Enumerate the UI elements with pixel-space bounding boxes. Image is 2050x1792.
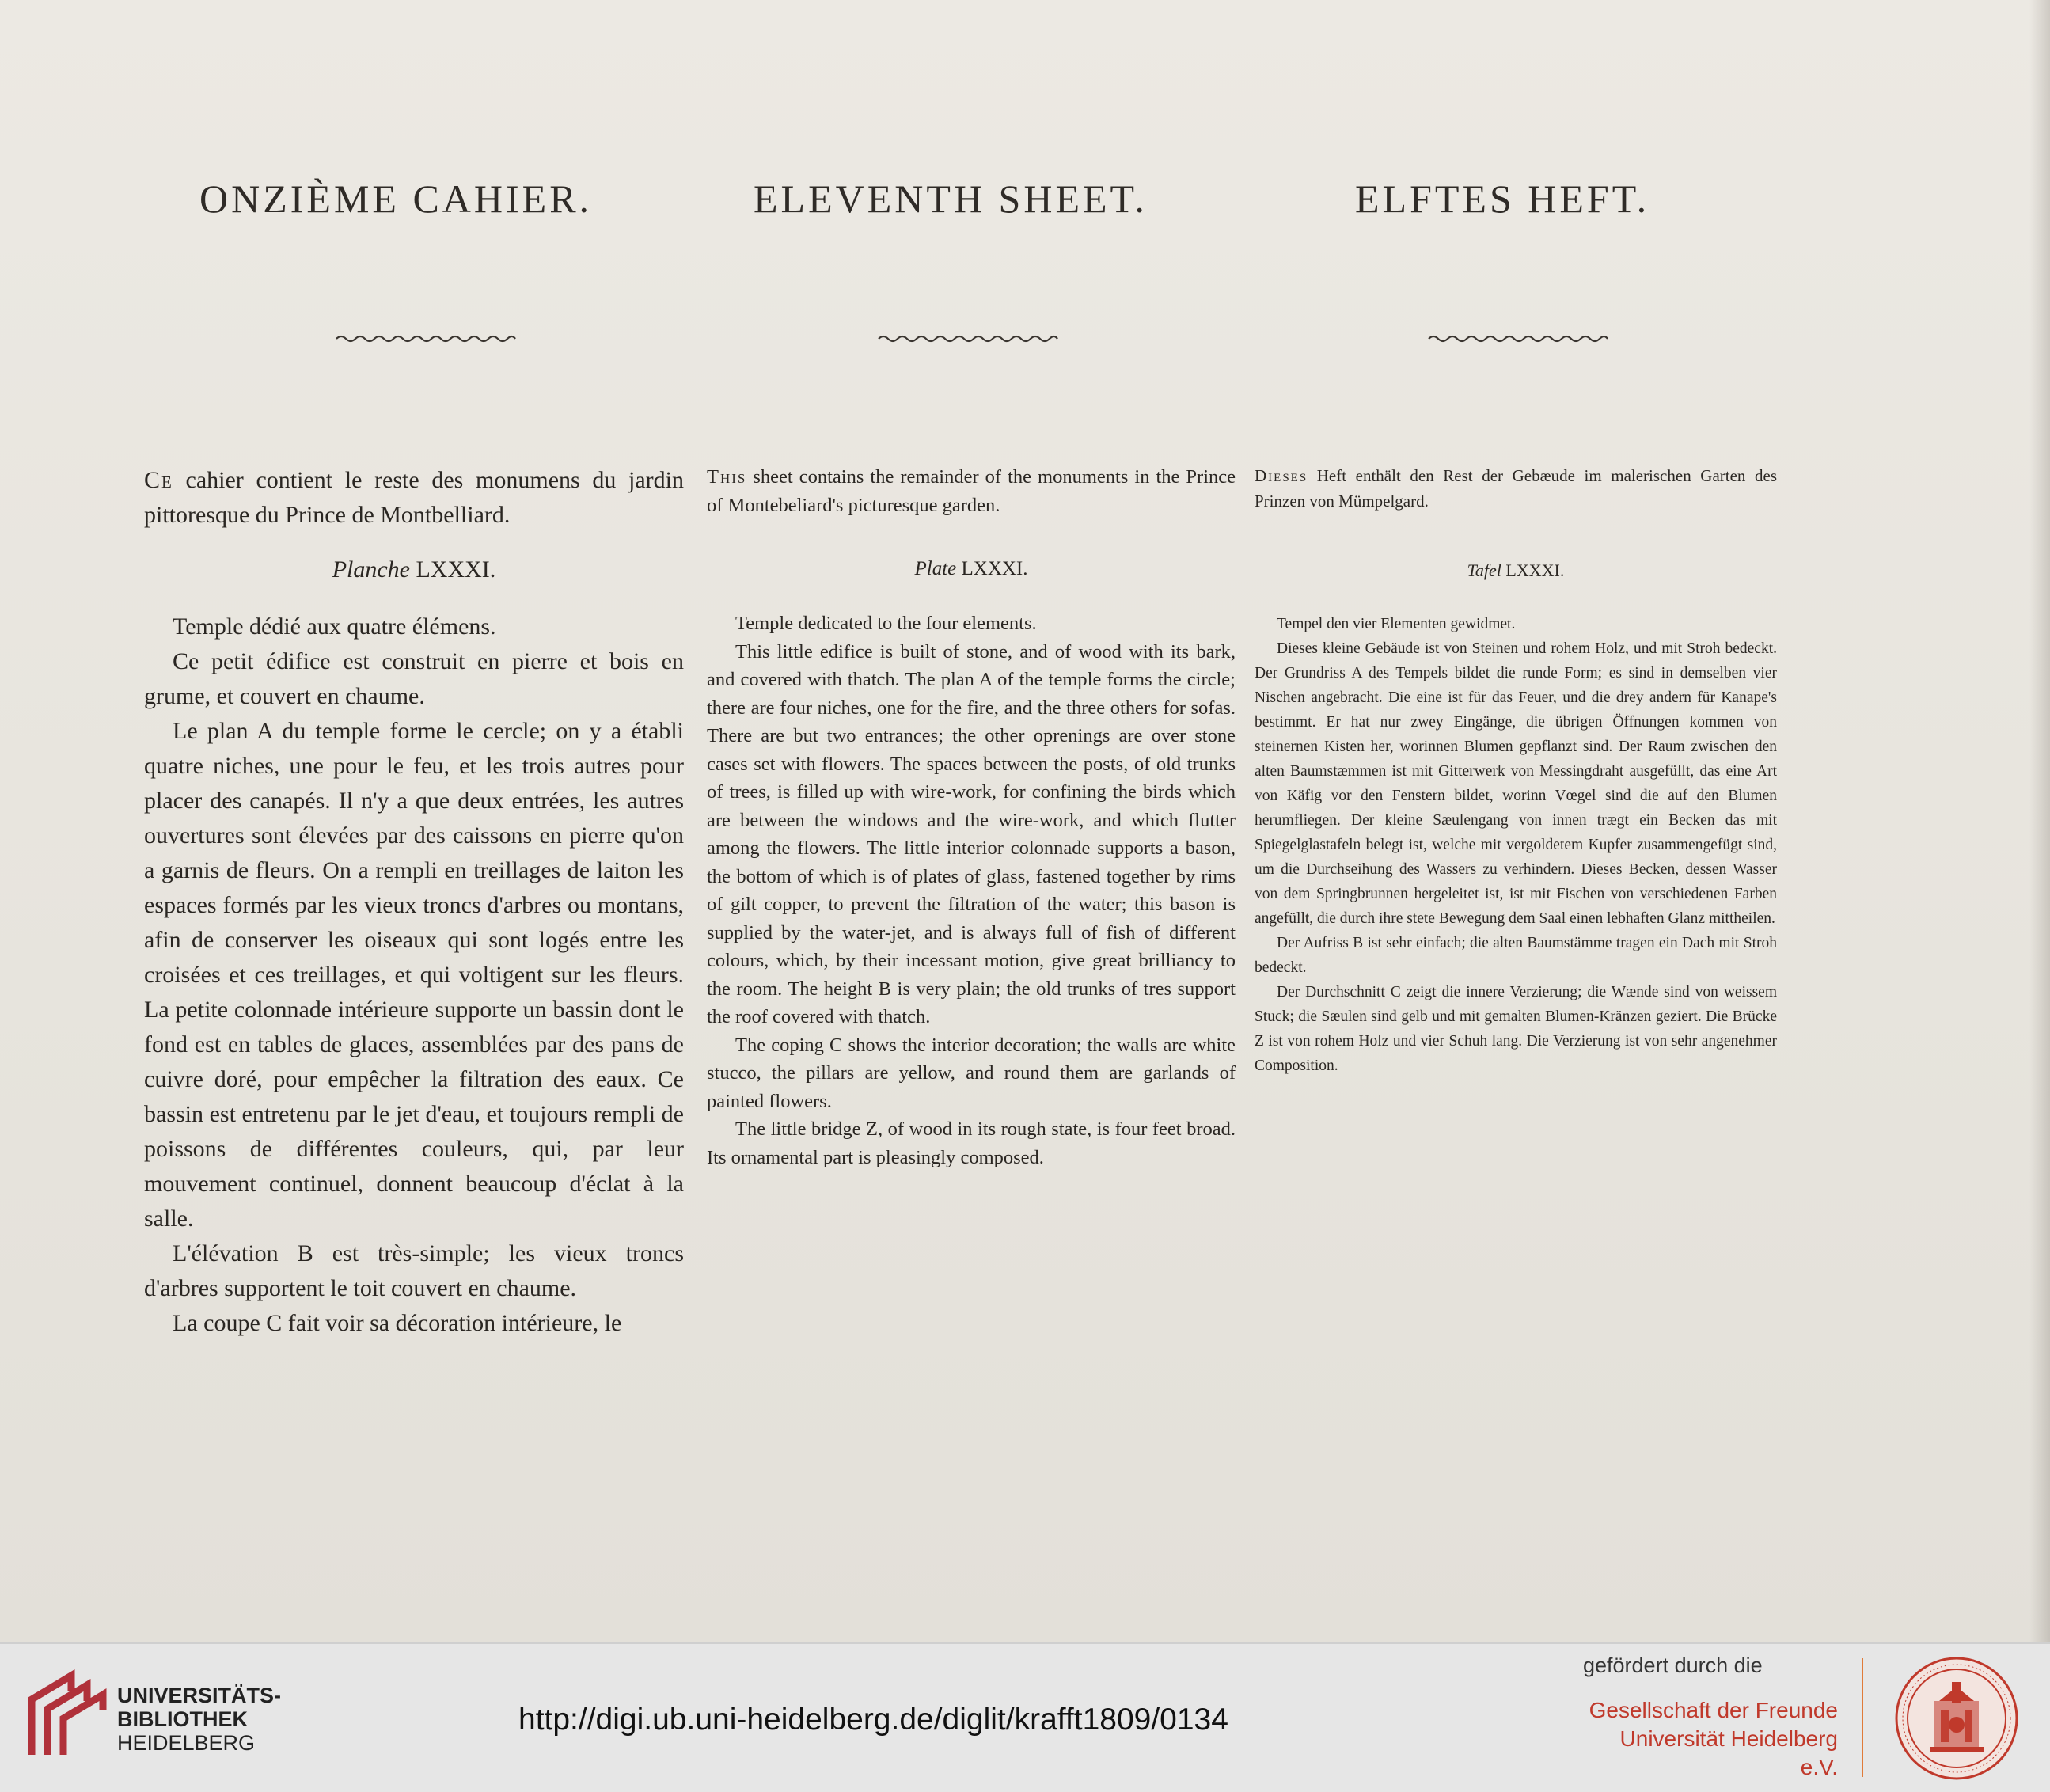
plate-label: Planche [332,556,410,583]
title-german: ELFTES HEFT. [1355,177,1650,221]
library-name [117,1684,281,1755]
library-line: UNIVERSITÄTS- [117,1684,282,1707]
permalink-url[interactable]: http://digi.ub.uni-heidelberg.de/diglit/krafft1809/0134 [518,1703,1228,1737]
plate-label: Tafel [1467,560,1501,580]
library-line: BIBLIOTHEK [117,1707,248,1731]
paragraph: Le plan A du temple forme le cercle; on y a établi quatre niches, une pour le feu, et les trois autres pour placer des canapés. Il n'y a que deux entrées, les autres ouvertures sont élevées par des caissons en pierre qu'on a garnis de fleurs. On a rempli en treillages de laiton les espaces formés par les vieux troncs d'arbres ou montans, afin de conserver les oiseaux qui sont logés entre les croisées et ces treillages, et qui voltigent sur les fleurs. La petite colonnade intérieure supporte un bassin dont le fond est en tables de glaces, assemblées par des pans de cuivre doré, pour empêcher la filtration des eaux. Ce bassin est entretenu par le jet d'eau, et toujours rempli de poissons de différentes couleurs, qui, par leur mouvement continuel, donnent beaucoup d'éclat à la salle. [144,718,684,1232]
paragraph: The little bridge Z, of wood in its rough state, is four feet broad. Its ornamental part is pleasingly composed. [707,1118,1236,1168]
paragraph: Der Durchschnitt C zeigt die innere Verzierung; die Wænde sind von weissem Stuck; die Sæulen sind gelb und mit gemalten Blumen-Kränzen geziert. Die Brücke Z ist von rohem Holz und vier Schuh lang. Die Verzierung ist von sehr angenehmer Composition. [1255,984,1777,1074]
paragraph: L'élévation B est très-simple; les vieux troncs d'arbres supportent le toit couvert en chaume. [144,1240,684,1301]
plate-heading-french [144,556,684,583]
intro-text: Heft enthält den Rest der Gebæude im malerischen Garten des Prinzen von Mümpelgard. [1255,466,1777,511]
title-french: ONZIÈME CAHIER. [199,177,593,221]
intro-lead: Ce [144,467,173,493]
plate-heading-german [1255,560,1777,581]
plate-heading-english [707,558,1236,580]
body-french [144,609,684,1341]
paragraph: The coping C shows the interior decoration; the walls are white stucco, the pillars are yellow, and round them are garlands of painted flowers. [707,1034,1236,1112]
paragraph: La coupe C fait voir sa décoration intérieure, le [173,1310,622,1336]
intro-lead: Dieses [1255,466,1308,485]
sponsor-intro: gefördert durch die [1583,1653,1763,1677]
body-english [707,609,1236,1171]
sponsor-line: Universität Heidelberg e.V. [1619,1726,1838,1779]
title-english: ELEVENTH SHEET. [754,177,1148,221]
plate-number: LXXXI. [956,558,1028,579]
wavy-ornament-icon [877,332,1059,345]
paragraph: Temple dédié aux quatre élémens. [173,613,496,640]
intro-french [144,463,684,533]
ub-heidelberg-logo-icon [24,1668,111,1763]
intro-english [707,463,1236,519]
paragraph: Tempel den vier Elementen gewidmet. [1277,616,1516,632]
plate-number: LXXXI. [409,556,496,583]
university-seal-icon [1893,1655,2020,1782]
plate-number: LXXXI. [1501,560,1565,580]
paragraph: Ce petit édifice est construit en pierre et bois en grume, et couvert en chaume. [144,648,684,709]
paragraph: Dieses kleine Gebäude ist von Steinen und rohem Holz, und mit Stroh bedeckt. Der Grundriss A des Tempels bildet die runde Form; es sind in demselben vier Nischen angebracht. Die eine ist für das Feuer, und die drey andern für Kanape's bestimmt. Er hat nur zwey Eingänge, die übrigen Öffnungen kommen von steinernen Kisten her, worinnen Blumen gepflanzt sind. Der Raum zwischen den alten Baumstæmmen ist mit Gitterwerk von Messingdraht ausgefüllt, das eine Art von Käfig vor den Fenstern bildet, worinn Vœgel sind die auf den Blumen herumfliegen. Der kleine Sæulengang von innen trægt ein Becken das mit Spiegelglastafeln belegt ist, welche mit vergoldetem Kupfer zusammengefügt sind, um die Durchseihung des Wassers zu verhindern. Dieses Becken, dessen Wasser von dem Springbrunnen hergeleitet ist, ist mit Fischen von verschiedenen Farben angefüllt, die durch ihre stete Bewegung dem Saal einen lebhaften Glanz mittheilen. [1255,640,1777,927]
body-german [1255,612,1777,1078]
library-line: HEIDELBERG [117,1731,256,1755]
intro-german [1255,463,1777,514]
plate-label: Plate [914,558,957,579]
sponsor-line: Gesellschaft der Freunde [1589,1698,1838,1722]
divider [1862,1658,1863,1777]
paragraph: Der Aufriss B ist sehr einfach; die alten Baumstämme tragen ein Dach mit Stroh bedeckt. [1255,935,1777,976]
sponsor-name [1583,1696,1838,1782]
wavy-ornament-icon [335,332,517,345]
intro-text: cahier contient le reste des monumens du jardin pittoresque du Prince de Montbelliard. [144,467,684,528]
paragraph: Temple dedicated to the four elements. [735,613,1037,634]
wavy-ornament-icon [1427,332,1609,345]
paragraph: This little edifice is built of stone, and of wood with its bark, and covered with thatch. The plan A of the temple forms the circle; there are four niches, one for the fire, and the three others for sofas. There are but two entrances; the other oprenings are over stone cases set with flowers. The spaces between the posts, of old trunks of trees, is filled up with wire-work, for confining the birds which are between the windows and the wire-work, and which flutter among the flowers. The little interior colonnade supports a bason, the bottom of which is of plates of glass, fastened together by rims of gilt copper, to prevent the filtration of the water; this bason is supplied by the water-jet, and is always full of fish of different colours, which, by their incessant motion, give great brilliancy to the room. The height B is very plain; the old trunks of tres support the roof covered with thatch. [707,640,1236,1027]
intro-lead: This [707,466,747,488]
digitization-footer [0,1642,2050,1792]
intro-text: sheet contains the remainder of the monuments in the Prince of Montebeliard's picturesque garden. [707,466,1236,516]
